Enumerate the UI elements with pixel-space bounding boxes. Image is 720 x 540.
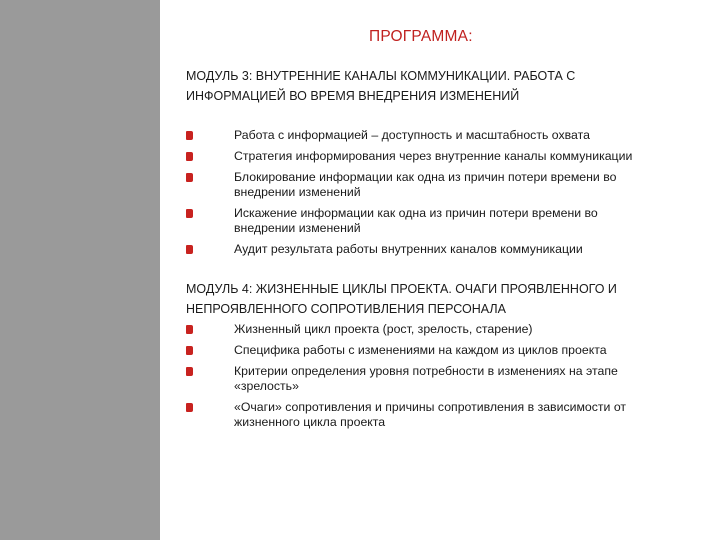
list-item-line: «зрелость»: [234, 379, 299, 393]
module-3-heading-line: МОДУЛЬ 3: ВНУТРЕННИЕ КАНАЛЫ КОММУНИКАЦИИ. РАБОТА С: [186, 69, 576, 83]
list-item-line: внедрении изменений: [234, 185, 361, 199]
module-3-heading-line: ИНФОРМАЦИЕЙ ВО ВРЕМЯ ВНЕДРЕНИЯ ИЗМЕНЕНИЙ: [186, 89, 520, 103]
list-item-text: [234, 128, 706, 143]
slide-content: [186, 0, 706, 540]
list-item: [186, 242, 706, 257]
list-item: [186, 149, 706, 164]
red-bullet-icon: [186, 245, 193, 254]
module-4-heading-line: МОДУЛЬ 4: ЖИЗНЕННЫЕ ЦИКЛЫ ПРОЕКТА. ОЧАГИ ПРОЯВЛЕННОГО И: [186, 282, 617, 296]
module-4-heading: [186, 279, 706, 319]
list-item-line: внедрении изменений: [234, 221, 361, 235]
list-item-line: Блокирование информации как одна из причин потери времени во: [234, 170, 617, 184]
list-item-line: Стратегия информирования через внутренние каналы коммуникации: [234, 149, 633, 163]
list-item-text: [234, 149, 706, 164]
module-3-topic-list: [186, 128, 706, 257]
red-bullet-icon: [186, 403, 193, 412]
module-4-topic-list: [186, 322, 706, 430]
list-item: [186, 322, 706, 337]
list-item-line: Критерии определения уровня потребности в изменениях на этапе: [234, 364, 618, 378]
list-item-line: Специфика работы с изменениями на каждом из циклов проекта: [234, 343, 607, 357]
red-bullet-icon: [186, 131, 193, 140]
list-item-text: [234, 400, 706, 430]
module-4-heading-line: НЕПРОЯВЛЕННОГО СОПРОТИВЛЕНИЯ ПЕРСОНАЛА: [186, 302, 506, 316]
list-item-line: Работа с информацией – доступность и масштабность охвата: [234, 128, 590, 142]
red-bullet-icon: [186, 173, 193, 182]
page-title: ПРОГРАММА:: [369, 28, 473, 45]
list-item-text: [234, 322, 706, 337]
list-item: [186, 206, 706, 236]
list-item-line: «Очаги» сопротивления и причины сопротивления в зависимости от: [234, 400, 627, 414]
list-item-text: [234, 364, 706, 394]
sidebar-divider: [160, 0, 164, 540]
list-item-text: [234, 170, 706, 200]
left-sidebar-panel: [0, 0, 160, 540]
red-bullet-icon: [186, 367, 193, 376]
list-item-text: [234, 206, 706, 236]
module-3-heading: [186, 66, 706, 106]
list-item: [186, 400, 706, 430]
list-item: [186, 128, 706, 143]
list-item-line: жизненного цикла проекта: [234, 415, 386, 429]
list-item: [186, 343, 706, 358]
list-item-line: Искажение информации как одна из причин потери времени во: [234, 206, 598, 220]
red-bullet-icon: [186, 152, 193, 161]
red-bullet-icon: [186, 325, 193, 334]
red-bullet-icon: [186, 346, 193, 355]
red-bullet-icon: [186, 209, 193, 218]
list-item-text: [234, 343, 706, 358]
list-item: [186, 170, 706, 200]
list-item-text: [234, 242, 706, 257]
list-item-line: Жизненный цикл проекта (рост, зрелость, старение): [234, 322, 533, 336]
list-item: [186, 364, 706, 394]
list-item-line: Аудит результата работы внутренних каналов коммуникации: [234, 242, 583, 256]
